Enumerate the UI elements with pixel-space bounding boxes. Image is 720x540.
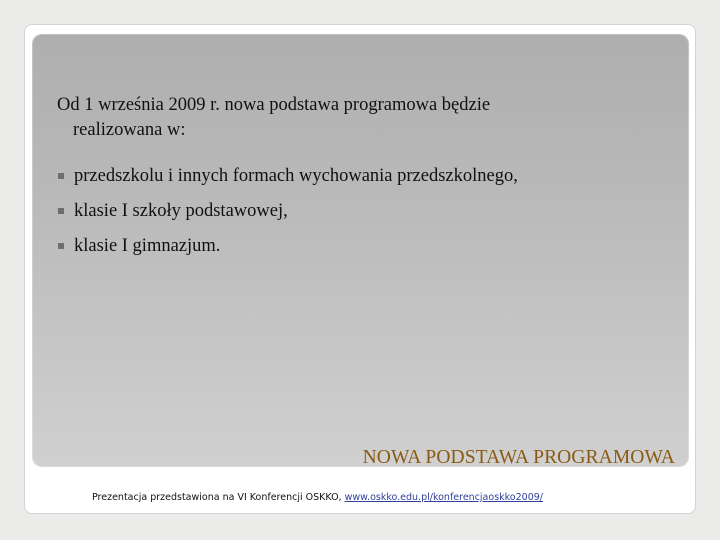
square-bullet-icon: [58, 208, 64, 214]
square-bullet-icon: [58, 243, 64, 249]
slide-footer-title: NOWA PODSTAWA PROGRAMOWA: [362, 447, 675, 468]
lead-line-1: Od 1 września 2009 r. nowa podstawa programowa będzie: [57, 95, 491, 115]
bullet-text: przedszkolu i innych formach wychowania przedszkolnego,: [74, 166, 518, 186]
conference-link[interactable]: www.oskko.edu.pl/konferencjaoskko2009/: [344, 492, 543, 503]
square-bullet-icon: [58, 173, 64, 179]
lead-line-2: realizowana w:: [73, 120, 186, 140]
credit-text: Prezentacja przedstawiona na VI Konferencji OSKKO,: [92, 492, 342, 503]
bullet-text: klasie I gimnazjum.: [74, 236, 221, 256]
lead-text: [57, 93, 677, 143]
presentation-credit: [92, 492, 543, 503]
bullet-text: klasie I szkoły podstawowej,: [74, 201, 288, 221]
